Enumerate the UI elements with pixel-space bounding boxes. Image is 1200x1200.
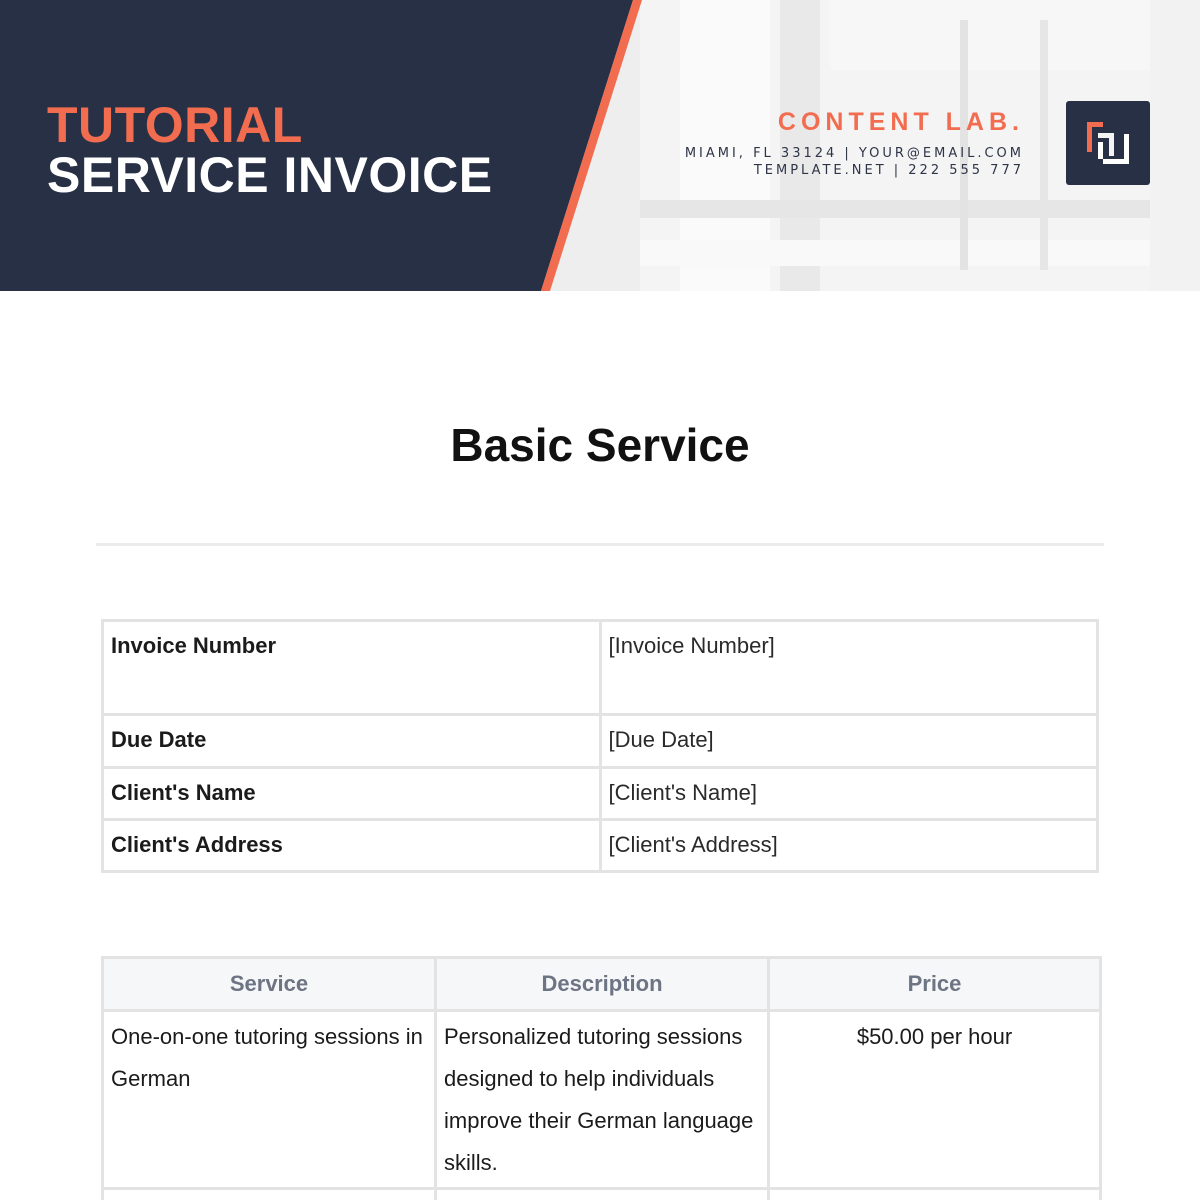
info-label-due-date: Due Date <box>103 715 601 768</box>
table-row <box>103 768 1098 820</box>
contact-line-address-email: MIAMI, FL 33124 | YOUR@EMAIL.COM <box>684 146 1024 161</box>
info-label-client-address: Client's Address <box>103 820 601 872</box>
info-value-due-date: [Due Date] <box>600 715 1098 768</box>
title-line-tutorial: TUTORIAL <box>47 97 303 153</box>
company-contact <box>685 145 1024 179</box>
service-cell: One-on-one tutoring sessions in German <box>103 1011 436 1189</box>
contact-line-site-phone: TEMPLATE.NET | 222 555 777 <box>753 163 1024 178</box>
company-name: CONTENT LAB. <box>777 108 1024 136</box>
price-cell: $50.00 per hour <box>769 1011 1101 1189</box>
column-header-service: Service <box>103 958 436 1011</box>
table-row <box>103 820 1098 872</box>
document-title: Basic Service <box>450 419 750 471</box>
column-header-description: Description <box>436 958 769 1011</box>
title-divider <box>96 543 1104 546</box>
table-row <box>103 1011 1101 1189</box>
company-info <box>685 107 1024 179</box>
company-logo <box>1066 101 1150 185</box>
table-header-row <box>103 958 1101 1011</box>
info-label-invoice-number: Invoice Number <box>103 621 601 715</box>
info-value-invoice-number: [Invoice Number] <box>600 621 1098 715</box>
title-line-service-invoice: SERVICE INVOICE <box>47 147 493 203</box>
empty-cell <box>436 1189 769 1200</box>
table-row <box>103 715 1098 768</box>
invoice-title <box>47 97 493 203</box>
service-table <box>101 956 1102 1200</box>
invoice-header <box>0 0 1200 291</box>
info-value-client-name: [Client's Name] <box>600 768 1098 820</box>
column-header-price: Price <box>769 958 1101 1011</box>
info-label-client-name: Client's Name <box>103 768 601 820</box>
empty-cell <box>103 1189 436 1200</box>
invoice-info-table <box>101 619 1099 873</box>
info-value-client-address: [Client's Address] <box>600 820 1098 872</box>
bracket-logo-icon <box>1083 118 1133 168</box>
table-row <box>103 1189 1101 1200</box>
description-cell: Personalized tutoring sessions designed to help individuals improve their German language skills. <box>436 1011 769 1189</box>
empty-cell <box>769 1189 1101 1200</box>
table-row <box>103 621 1098 715</box>
